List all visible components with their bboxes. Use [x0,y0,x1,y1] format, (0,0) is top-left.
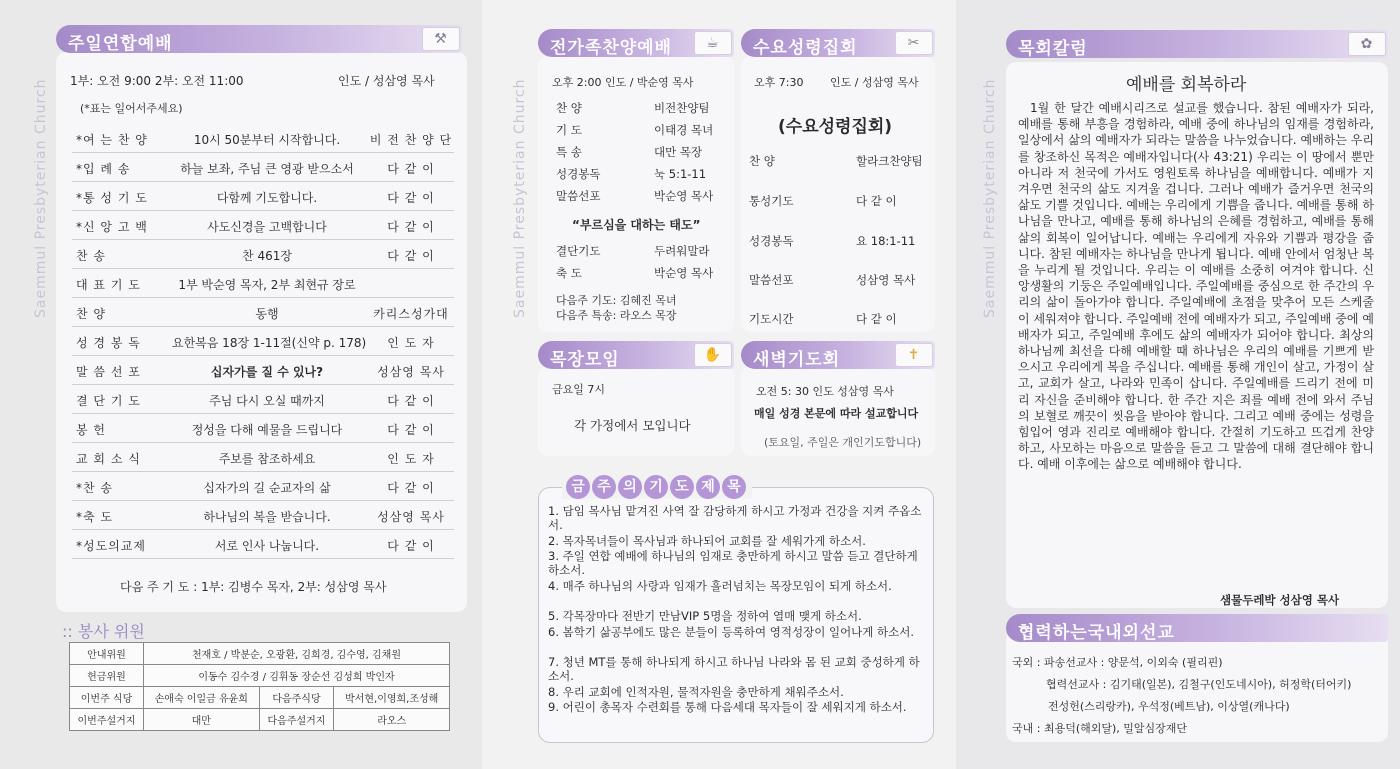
family-item-value: 두려워말라 [654,244,710,258]
table-row [72,211,454,240]
order-item-name: *여 는 찬 양 [76,133,148,147]
wednesday-item-value: 할라크찬양팀 [856,154,923,168]
prayer-item: 9. 어린이 총목자 수련회를 통해 다음세대 목자들이 잘 세워지게 하소서. [548,700,907,714]
table-row [72,501,454,530]
prayer-title-char: 도 [670,475,694,499]
table-row [72,182,454,211]
order-item-leader: 인 도 자 [387,336,435,350]
order-item-detail: 하나님의 복을 받습니다. [203,510,331,524]
table-row [72,385,454,414]
order-item-leader: 성삼영 목사 [377,510,445,524]
staff-role: 이번주 식당 [70,687,144,709]
worship-times: 1부: 오전 9:00 2부: 오전 11:00 [70,74,244,88]
prayer-item: 3. 주일 연합 예배에 하나님의 임재로 충만하게 하시고 말씀 듣고 결단하게 하소서. [548,549,918,577]
column-author: 샘물두레박 성삼영 목사 [1220,593,1340,607]
order-item-detail: 십자가의 길 순교자의 삶 [203,481,331,495]
wednesday-item-value: 다 같 이 [856,194,897,208]
staff-names: 손애숙 이일금 유윤희 [144,687,260,709]
table-row [72,414,454,443]
panel-sunday-worship [0,0,482,769]
prayer-item: 1. 담임 목사님 맡겨진 사역 잘 감당하게 하시고 가정과 건강을 지켜 주옵소서. [548,504,922,532]
family-item-name: 성경봉독 [556,167,601,181]
table-row [72,153,454,182]
order-item-leader: 인 도 자 [387,452,435,466]
table-row [70,709,450,731]
family-item-value: 박순영 목사 [654,189,714,203]
order-item-detail: 요한복음 18장 1-11절(신약 p. 178) [172,336,367,350]
mission-title: 협력하는국내외선교 [1018,623,1175,643]
order-item-leader: 다 같 이 [387,481,435,495]
prayer-title-char: 제 [696,475,720,499]
prayer-title-char: 목 [722,475,746,499]
family-next-prayer: 다음주 기도: 김혜진 목녀 [556,294,677,307]
wednesday-header [741,29,935,57]
order-item-name: *성도의교제 [76,539,146,553]
church-name-vertical: Saemmul Presbyterian Church [982,78,998,318]
staff-role: 이번주설거지 [70,709,144,731]
staff-title: :: 봉사 위원 [62,622,145,641]
cell-meeting-box [538,366,734,456]
table-row [72,356,454,385]
order-item-detail: 동행 [255,307,279,321]
staff-role: 다음주식당 [259,687,334,709]
family-item-name: 기 도 [556,123,582,137]
wednesday-item-name: 통성기도 [749,194,794,208]
staff-names: 대만 [144,709,260,731]
mission-header [1006,614,1388,642]
family-item-name: 말씀선포 [556,189,601,203]
order-item-detail: 주보를 참조하세요 [218,452,316,466]
staff-names: 이동수 김수경 / 김휘동 장순선 김성희 박인자 [144,665,450,687]
table-row [72,298,454,327]
mission-line: 국외 : 파송선교사 : 양문석, 이외숙 (필리핀) [1012,656,1223,669]
order-item-leader: 다 같 이 [387,539,435,553]
order-item-name: 결 단 기 도 [76,394,141,408]
order-item-leader: 다 같 이 [387,191,435,205]
order-item-leader: 다 같 이 [387,394,435,408]
prayer-topics-title [562,475,752,499]
order-item-leader: 다 같 이 [387,162,435,176]
order-item-leader: 다 같 이 [387,220,435,234]
prayer-item: 5. 각목장마다 전반기 만남VIP 5명을 정하여 열매 맺게 하소서. [548,609,862,623]
order-item-name: *축 도 [76,510,113,524]
staff-role: 안내위원 [70,643,144,665]
wednesday-item-name: 말씀선포 [749,273,794,287]
mission-line: 협력선교사 : 김기태(일본), 김철구(인도네시아), 허정학(터어키) [1046,678,1352,691]
order-item-detail: 정성을 다해 예물을 드립니다 [191,423,343,437]
dawn-desc: 매일 성경 본문에 따라 설교합니다 [754,407,919,420]
standing-note: (*표는 일어서주세요) [80,102,183,115]
order-item-name: 말 씀 선 포 [76,365,141,379]
family-item-name: 결단기도 [556,244,601,258]
next-week-prayer: 다음 주 기 도 : 1부: 김병수 목자, 2부: 성삼영 목사 [120,580,387,594]
order-item-name: *신 앙 고 백 [76,220,148,234]
family-worship-time: 오후 2:00 인도 / 박순영 목사 [552,76,694,89]
order-item-detail: 하늘 보좌, 주님 큰 영광 받으소서 [180,162,354,176]
staff-names: 박서현,이영희,조성해 [334,687,450,709]
table-row [72,269,454,298]
column-title: 목회칼럼 [1018,39,1088,59]
cell-meeting-desc: 각 가정에서 모입니다 [574,418,691,433]
table-row [72,240,454,269]
table-row [70,687,450,709]
order-item-name: 찬 양 [76,307,106,321]
dawn-time-leader: 오전 5: 30 인도 성삼영 목사 [756,385,894,398]
order-item-detail: 십자가를 질 수 있나? [210,365,324,379]
order-item-leader: 비 전 찬 양 단 [369,133,453,147]
order-item-detail: 주님 다시 오실 때까지 [209,394,325,408]
church-name-vertical: Saemmul Presbyterian Church [512,78,528,318]
family-sermon-title: “부르심을 대하는 태도” [572,218,701,232]
order-item-leader: 다 같 이 [387,249,435,263]
order-item-detail: 다함께 기도합니다. [216,191,318,205]
order-item-detail: 1부 박순영 목자, 2부 최현규 장로 [178,278,356,292]
dawn-prayer-header [741,341,935,369]
family-item-name: 찬 양 [556,101,582,115]
dawn-prayer-title: 새벽기도회 [753,350,841,370]
prayer-title-char: 금 [566,475,590,499]
wednesday-item-value: 다 같 이 [856,312,897,326]
cell-meeting-day: 금요일 7시 [552,383,605,396]
wednesday-item-value: 성삼영 목사 [856,273,916,287]
wednesday-item-value: 요 18:1-11 [856,234,916,248]
family-item-value: 대만 목장 [654,145,703,159]
order-item-name: 성 경 봉 독 [76,336,141,350]
order-item-name: 찬 송 [76,249,106,263]
cell-meeting-header [538,341,734,369]
hammer-icon: ⚒ [422,27,460,51]
tools-icon: ✂ [895,31,933,55]
order-item-name: *입 례 송 [76,162,131,176]
wednesday-leader: 인도 / 성삼영 목사 [830,76,919,89]
family-item-value: 이태경 목녀 [654,123,714,137]
order-item-detail: 찬 461장 [242,249,292,263]
wednesday-item-name: 성경봉독 [749,234,794,248]
mission-line: 국내 : 최용덕(해외달), 밀알심장재단 [1012,722,1188,735]
prayer-item: 7. 청년 MT를 통해 하나되게 하시고 하나님 나라와 몸 된 교회 중성하게 하소서. [548,655,920,683]
order-item-leader: 다 같 이 [387,423,435,437]
flower-icon: ✿ [1348,32,1386,56]
church-name-vertical: Saemmul Presbyterian Church [33,78,49,318]
wednesday-time: 오후 7:30 [754,76,804,89]
panel-column [956,0,1400,769]
table-row [72,530,454,559]
order-item-detail: 10시 50분부터 시작합니다. [193,133,341,147]
family-item-name: 축 도 [556,266,582,280]
order-item-name: 봉 헌 [76,423,106,437]
prayer-title-char: 의 [618,475,642,499]
sunday-worship-header [56,25,462,53]
wednesday-title: 수요성령집회 [753,38,858,58]
sunday-worship-title: 주일연합예배 [68,34,173,54]
family-item-value: 눅 5:1-11 [654,167,707,181]
order-item-name: 교 회 소 식 [76,452,141,466]
staff-role: 다음주설거지 [259,709,334,731]
staff-names: 라오스 [334,709,450,731]
staff-table [69,642,450,731]
family-item-name: 특 송 [556,145,582,159]
cell-meeting-title: 목장모임 [550,350,620,370]
order-item-leader: 성삼영 목사 [377,365,445,379]
family-item-value: 비전찬양팀 [654,101,710,115]
column-heading: 예배를 회복하라 [1126,75,1247,95]
table-row [70,643,450,665]
order-item-detail: 서로 인사 나눕니다. [214,539,320,553]
order-item-name: 대 표 기 도 [76,278,141,292]
prayer-title-char: 주 [592,475,616,499]
prayer-title-char: 기 [644,475,668,499]
staff-role: 헌금위원 [70,665,144,687]
staff-names: 천재호 / 박분순, 오광환, 김희경, 김수영, 김채원 [144,643,450,665]
prayer-item: 8. 우리 교회에 인적자원, 물적자원을 충만하게 채워주소서. [548,685,844,699]
order-item-leader: 카리스성가대 [373,307,449,321]
family-worship-title: 전가족찬양예배 [550,38,672,58]
family-item-value: 박순영 목사 [654,266,714,280]
column-header [1006,30,1388,58]
hands-icon: ✋ [694,343,732,367]
bowl-icon: ☕ [694,31,732,55]
table-row [72,472,454,501]
family-next-special: 다음주 특송: 라오스 목장 [556,309,677,322]
order-item-name: *찬 송 [76,481,113,495]
cross-icon: ✝ [895,343,933,367]
prayer-item: 6. 봄학기 삶공부에도 많은 분들이 등록하여 영적성장이 일어나게 하소서. [548,625,915,639]
column-body: 1월 한 달간 예배시리즈로 설교를 했습니다. 참된 예배자가 되라, 예배를 통해 부흥을 경험하라, 예배 중에 하나님의 임재를 경험하라, 일상에서 삶의 예배자가 되라는 말씀을 나누었습니다. 예배하는 우리를 창조하신 목적은 예배자입니다(사 43:21) 우리는 이 땅에서 뿐만 아니라 저 천국에 가서도 영원토록 하나님을 예배합니다. 예배가 지겨우면 천국의 삶도 지겨울 겁니다. 그러나 예배가 즐거우면 천국의 삶도 기쁠 것입니다. 예배는 우리에게 기쁨을 줍니다. 예배를 통해 하나님을 만나고, 예배를 통해 하나님의 은혜를 경험하고, 예배를 통해 삶의 회복이 일어납니다. 예배는 우리에게 자유와 기쁨과 평강을 줍니다. 참된 예배자는 하나님을 만나게 됩니다. 예배 안에서 엄청난 복을 누리게 될 것입니다. 우리는 이 예배를 소중히 여겨야 합니다. 신앙생활의 기둥은 주일예배입니다. 주일예배를 중심으로 한 주간의 우리의 삶이 돌아가야 합니다. 주일예배에 초점을 맞추어 모든 스케줄이 세워져야 합니다. 주일예배 전에 예배자가 되고, 주일예배 중에 예배자가 되고, 주일예배 후에도 삶의 예배자가 되어야 합니다. 최상의 하나님께 최선을 다해 예배할 때 하나님은 우리의 예배를 기쁘게 받으시고 우리에게 복을 주십니다. 예배를 통해 개인이 살고, 가정이 살고, 교회가 살고, 나라와 민족이 삽니다. 주일예배를 드리기 전에 미리 자신을 준비해야 합니다. 한 주간 지은 죄를 예배 전에 와서 주님의 보혈로 깨끗이 씻음을 받아야 합니다. 그리고 예배 중에는 성령을 힘입어 영과 진리로 예배해야 합니다. 간절히 기도하고 뜨겁게 찬양하고, 사모하는 마음으로 말씀을 듣고 그 말씀에 대해 결단해야 합니다. 예배 이후에는 삶으로 예배해야 합니다. [1018,101,1374,472]
table-row [72,327,454,356]
table-row [72,443,454,472]
wednesday-item-name: 찬 양 [749,154,775,168]
order-item-name: *통 성 기 도 [76,191,148,205]
family-worship-header [538,29,734,57]
table-row [70,665,450,687]
wednesday-item-name: 기도시간 [749,312,794,326]
dawn-note: (토요일, 주일은 개인기도합니다) [764,436,922,449]
order-item-detail: 사도신경을 고백합니다 [207,220,327,234]
table-row [72,124,454,153]
worship-leader: 인도 / 성삼영 목사 [338,74,435,88]
wednesday-heading: (수요성령집회) [778,117,893,137]
prayer-item: 4. 매주 하나님의 사랑과 임재가 흘러넘치는 목장모임이 되게 하소서. [548,579,892,593]
prayer-item: 2. 목자목녀들이 목사님과 하나되어 교회를 잘 세워가게 하소서. [548,534,866,548]
mission-line: 전성헌(스리랑카), 우석정(베트남), 이상열(캐나다) [1048,700,1290,713]
